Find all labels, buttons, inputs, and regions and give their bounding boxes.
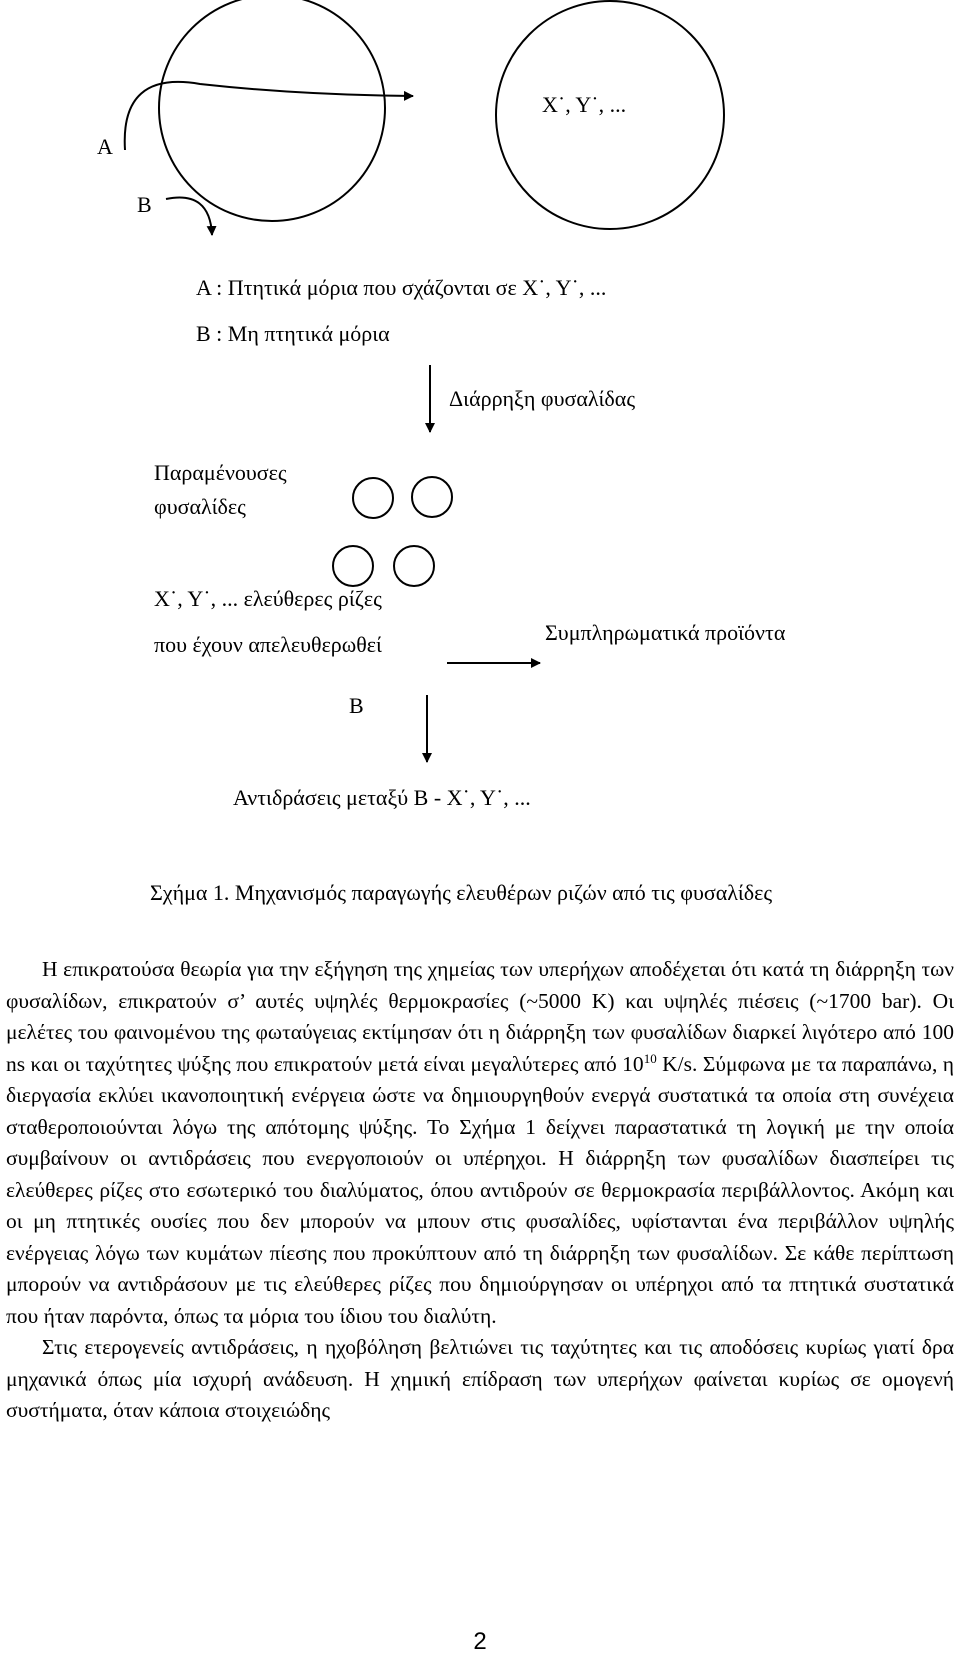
arrow-a-into-bubble	[125, 82, 413, 150]
body-text	[6, 954, 954, 1427]
reactions-label: Αντιδράσεις μεταξύ B - X˙, Y˙, ...	[233, 785, 531, 810]
remaining-bubbles-line2: φυσαλίδες	[154, 494, 246, 519]
legend-a: A : Πτητικά μόρια που σχάζονται σε X˙, Y˙, ...	[196, 275, 607, 300]
paragraph-1-part-b: K/s. Σύμφωνα με τα παραπάνω, η διεργασία εκλύει ικανοποιητική ενέργεια ώστε να δημιουργηθούν ενεργά συστατικά τα οποία στη συνέχεια σταθεροποιούνται λόγω της απότομης ψύξης. Το Σχήμα 1 δείχνει παραστατικά τη λογική με την οποία συμβαίνουν οι αντιδράσεις που ενεργοποιούν οι υπέρηχοι. Η διάρρηξη των φυσαλίδων διασπείρει τις ελεύθερες ρίζες στο εσωτερικό του διαλύματος, όπου αντιδρούν σε θερμοκρασία περιβάλλοντος. Ακόμη και οι μη πτητικές ουσίες που δεν μπορούν να μπουν στις φυσαλίδες, υφίστανται ένα περιβάλλον υψηλής ενέργειας λόγω των κυμάτων πίεσης που προκύπτουν από τη διάρρηξη των φυσαλίδων. Σε κάθε περίπτωση μπορούν να αντιδράσουν με τις ελεύθερες ρίζες που δημιούργησαν οι υπέρηχοι από τα πτητικά συστατικά που ήταν παρόντα, όπως τα μόρια του ίδιου του διαλύτη.	[6, 1051, 955, 1328]
paragraph-1	[6, 954, 954, 1332]
label-b: B	[137, 192, 152, 217]
b-label-lower: B	[349, 693, 364, 718]
small-bubble-4	[394, 546, 434, 586]
exponent: 10	[643, 1050, 657, 1066]
products-label: Συμπληρωματικά προϊόντα	[545, 620, 786, 645]
page-number: 2	[473, 1628, 487, 1655]
label-a: A	[97, 134, 113, 159]
paragraph-2: Στις ετερογενείς αντιδράσεις, η ηχοβόληση βελτιώνει τις ταχύτητες και τις αποδόσεις κυρίως γιατί δρα μηχανικά όπως μία ισχυρή ανάδευση. Η χημική επίδραση των υπερήχων φαίνεται κυρίως σε ομογενή συστήματα, όταν κάποια στοιχειώδης	[6, 1335, 954, 1422]
small-bubble-1	[353, 478, 393, 518]
bubble-contents-label: X˙, Y˙, ...	[542, 92, 627, 117]
small-bubble-3	[333, 546, 373, 586]
legend-b: B : Μη πτητικά μόρια	[196, 321, 390, 346]
figure-caption: Σχήμα 1. Μηχανισμός παραγωγής ελευθέρων ριζών από τις φυσαλίδες	[150, 880, 773, 905]
paragraph-1-part-a: Η επικρατούσα θεωρία για την εξήγηση της χημείας των υπερήχων αποδέχεται ότι κατά τη διάρρηξη των φυσαλίδων, επικρατούν σ’ αυτές υψηλές θερμοκρασίες (~5000 K) και υψηλές πιέσεις (~1700 bar). Οι μελέτες του φαινομένου της φωταύγειας εκτίμησαν ότι η διάρρηξη των φυσαλίδων διαρκεί λιγότερο από 100 ns και οι ταχύτητες ψύξης που επικρατούν μετά είναι μεγαλύτερες από 10	[6, 957, 954, 1076]
radicals-line1: X˙, Y˙, ... ελεύθερες ρίζες	[154, 586, 382, 611]
remaining-bubbles-line1: Παραμένουσες	[154, 460, 287, 485]
radicals-line2: που έχουν απελευθερωθεί	[154, 632, 382, 657]
small-bubble-2	[412, 477, 452, 517]
arrow-b-curved	[166, 198, 212, 236]
burst-label: Διάρρηξη φυσαλίδας	[449, 386, 636, 411]
large-bubble-left	[159, 0, 385, 221]
